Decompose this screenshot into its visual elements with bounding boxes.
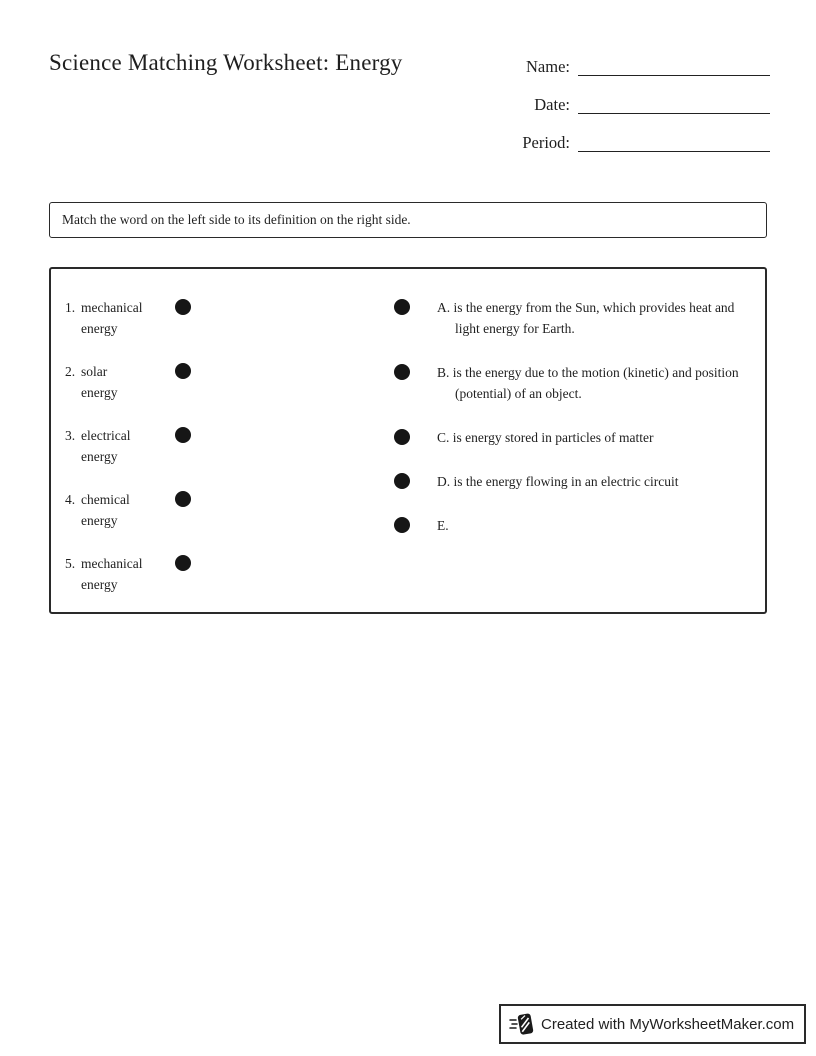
definition-letter: E. [437, 518, 449, 533]
term-row [65, 425, 285, 467]
student-info-block [430, 49, 770, 163]
definition-letter: C. [437, 430, 450, 445]
term-row [65, 361, 285, 403]
definition-row [394, 427, 749, 448]
terms-column [65, 297, 285, 617]
credit-text: Created with MyWorksheetMaker.com [541, 1015, 795, 1033]
term-row [65, 553, 285, 595]
definition-body: is energy stored in particles of matter [452, 430, 654, 445]
definition-row [394, 471, 749, 492]
definition-letter: B. [437, 365, 450, 380]
term-number: 4. [65, 492, 76, 507]
definition-text [437, 427, 749, 448]
period-field-row [430, 125, 770, 153]
definition-connector-dot [394, 364, 410, 380]
term-row [65, 489, 285, 531]
definition-connector-dot [394, 299, 410, 315]
definition-connector-dot [394, 429, 410, 445]
period-blank-line [578, 151, 770, 152]
term-connector-dot [175, 555, 191, 571]
definition-row [394, 297, 749, 339]
name-blank-line [578, 75, 770, 76]
page-title: Science Matching Worksheet: Energy [49, 50, 403, 75]
term-number: 2. [65, 364, 76, 379]
name-field-row [430, 49, 770, 77]
definition-connector-dot [394, 473, 410, 489]
definition-letter: D. [437, 474, 451, 489]
term-number: 3. [65, 428, 76, 443]
definition-text [437, 297, 749, 339]
name-label: Name: [526, 57, 570, 76]
definition-row [394, 362, 749, 404]
definitions-column [394, 297, 749, 559]
date-label: Date: [534, 95, 570, 114]
period-label: Period: [522, 133, 570, 152]
definition-text [437, 362, 749, 404]
term-connector-dot [175, 299, 191, 315]
instructions-text: Match the word on the left side to its definition on the right side. [62, 212, 411, 227]
term-row [65, 297, 285, 339]
credit-link[interactable] [499, 1004, 806, 1044]
date-field-row [430, 87, 770, 115]
term-label: chemical energy [81, 492, 130, 528]
worksheet-maker-logo-icon [509, 1011, 535, 1037]
term-label: solar energy [81, 364, 118, 400]
instructions-box [49, 202, 767, 238]
definition-body: is the energy from the Sun, which provides heat and light energy for Earth. [453, 300, 735, 336]
date-blank-line [578, 113, 770, 114]
definition-text [437, 515, 749, 536]
term-connector-dot [175, 491, 191, 507]
definition-text [437, 471, 749, 492]
definition-body: is the energy flowing in an electric circuit [453, 474, 679, 489]
matching-area [49, 267, 767, 614]
term-label: mechanical energy [81, 556, 143, 592]
term-number: 5. [65, 556, 76, 571]
definition-connector-dot [394, 517, 410, 533]
term-connector-dot [175, 427, 191, 443]
term-connector-dot [175, 363, 191, 379]
term-label: mechanical energy [81, 300, 143, 336]
definition-body: is the energy due to the motion (kinetic) and position (potential) of an object. [452, 365, 739, 401]
definition-letter: A. [437, 300, 451, 315]
definition-row [394, 515, 749, 536]
term-number: 1. [65, 300, 76, 315]
term-label: electrical energy [81, 428, 131, 464]
